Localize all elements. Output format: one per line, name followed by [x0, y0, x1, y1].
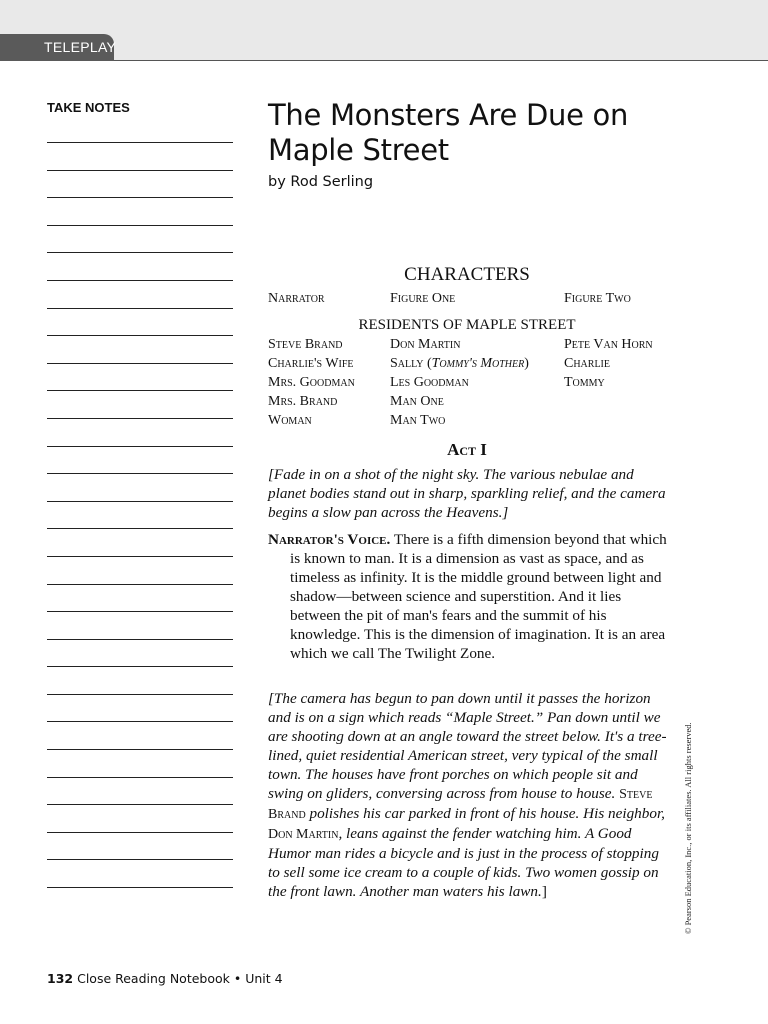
page-footer: [47, 971, 283, 986]
character-name: Figure Two: [564, 291, 631, 306]
note-line[interactable]: [47, 804, 233, 805]
note-line[interactable]: [47, 280, 233, 281]
character-name: Sally (Tommy's Mother): [390, 356, 529, 371]
character-name: Man Two: [390, 413, 446, 428]
note-line[interactable]: [47, 721, 233, 722]
character-name: Steve Brand: [268, 337, 343, 352]
note-line[interactable]: [47, 335, 233, 336]
character-name: Mrs. Brand: [268, 394, 338, 409]
speaker-label: Narrator's Voice.: [268, 531, 391, 548]
character-name: Pete Van Horn: [564, 337, 653, 352]
note-line[interactable]: [47, 639, 233, 640]
note-line[interactable]: [47, 446, 233, 447]
notes-lines[interactable]: [47, 142, 233, 915]
play-title: The Monsters Are Due on Maple Street: [268, 98, 629, 167]
footer-text: Close Reading Notebook • Unit 4: [77, 971, 283, 986]
author-line: by Rod Serling: [268, 174, 374, 190]
note-line[interactable]: [47, 777, 233, 778]
character-row: [268, 375, 688, 394]
note-line[interactable]: [47, 418, 233, 419]
note-line[interactable]: [47, 363, 233, 364]
character-row: [268, 356, 688, 375]
note-line[interactable]: [47, 887, 233, 888]
character-name: Narrator: [268, 291, 325, 306]
character-name: Woman: [268, 413, 312, 428]
residents-heading: RESIDENTS OF MAPLE STREET: [358, 317, 576, 333]
character-name: Tommy: [564, 375, 605, 390]
note-line[interactable]: [47, 556, 233, 557]
character-name: Les Goodman: [390, 375, 469, 390]
note-line[interactable]: [47, 832, 233, 833]
take-notes-heading: TAKE NOTES: [47, 100, 130, 115]
note-line[interactable]: [47, 142, 233, 143]
note-line[interactable]: [47, 197, 233, 198]
note-line[interactable]: [47, 528, 233, 529]
act-heading: Act I: [447, 440, 487, 459]
page-number: 132: [47, 971, 74, 986]
character-name: Mrs. Goodman: [268, 375, 355, 390]
character-row: [268, 291, 688, 310]
note-line[interactable]: [47, 666, 233, 667]
note-line[interactable]: [47, 749, 233, 750]
speech-text: There is a fifth dimension beyond that which is known to man. It is a dimension as vast as space, and as timeless as infinity. It is the middle ground between light and shadow—between science and superstition. And it lies between the pit of man's fears and the summit of his knowledge. This is the dimension of imagination. It is an area which we call The Twilight Zone.: [290, 531, 667, 662]
characters-heading: CHARACTERS: [404, 264, 530, 285]
stage-direction: [Fade in on a shot of the night sky. The various nebulae and planet bodies stand out in sharp, sparkling relief, and the camera begins a slow pan across the Heavens.]: [268, 466, 666, 521]
character-name: Charlie: [564, 356, 610, 371]
note-line[interactable]: [47, 584, 233, 585]
note-line[interactable]: [47, 170, 233, 171]
note-line[interactable]: [47, 473, 233, 474]
note-line[interactable]: [47, 859, 233, 860]
note-line[interactable]: [47, 694, 233, 695]
copyright-notice: © Pearson Education, Inc., or its affiliates. All rights reserved.: [683, 722, 693, 934]
note-line[interactable]: [47, 501, 233, 502]
character-row: [268, 394, 688, 413]
note-line[interactable]: [47, 308, 233, 309]
character-row: [268, 337, 688, 356]
note-line[interactable]: [47, 390, 233, 391]
note-line[interactable]: [47, 611, 233, 612]
character-name: Don Martin: [390, 337, 461, 352]
narrator-speech: [268, 530, 668, 663]
character-name: Charlie's Wife: [268, 356, 354, 371]
character-ref: Steve Brand: [268, 787, 653, 822]
note-line[interactable]: [47, 225, 233, 226]
character-name: Man One: [390, 394, 444, 409]
note-line[interactable]: [47, 252, 233, 253]
character-name: Figure One: [390, 291, 456, 306]
section-tab: TELEPLAY: [0, 34, 114, 61]
character-row: [268, 413, 688, 432]
character-ref: Don Martin: [268, 827, 339, 842]
stage-direction: [The camera has begun to pan down until it passes the horizon and is on a sign which reads “Maple Street.” Pan down until we are shooting down at an angle toward the street below. It's a tree-lined, quiet residential American street, very typical of the small town. The houses have front porches on which people sit and swing on gliders, conversing across from house to house. Steve Brand polishes his car parked in front of his house. His neighbor, Don Martin, leans against the fender watching him. A Good Humor man rides a bicycle and is just in the process of stopping to sell some ice cream to a couple of kids. Two women gossip on the front lawn. Another man waters his lawn.]: [268, 690, 667, 900]
